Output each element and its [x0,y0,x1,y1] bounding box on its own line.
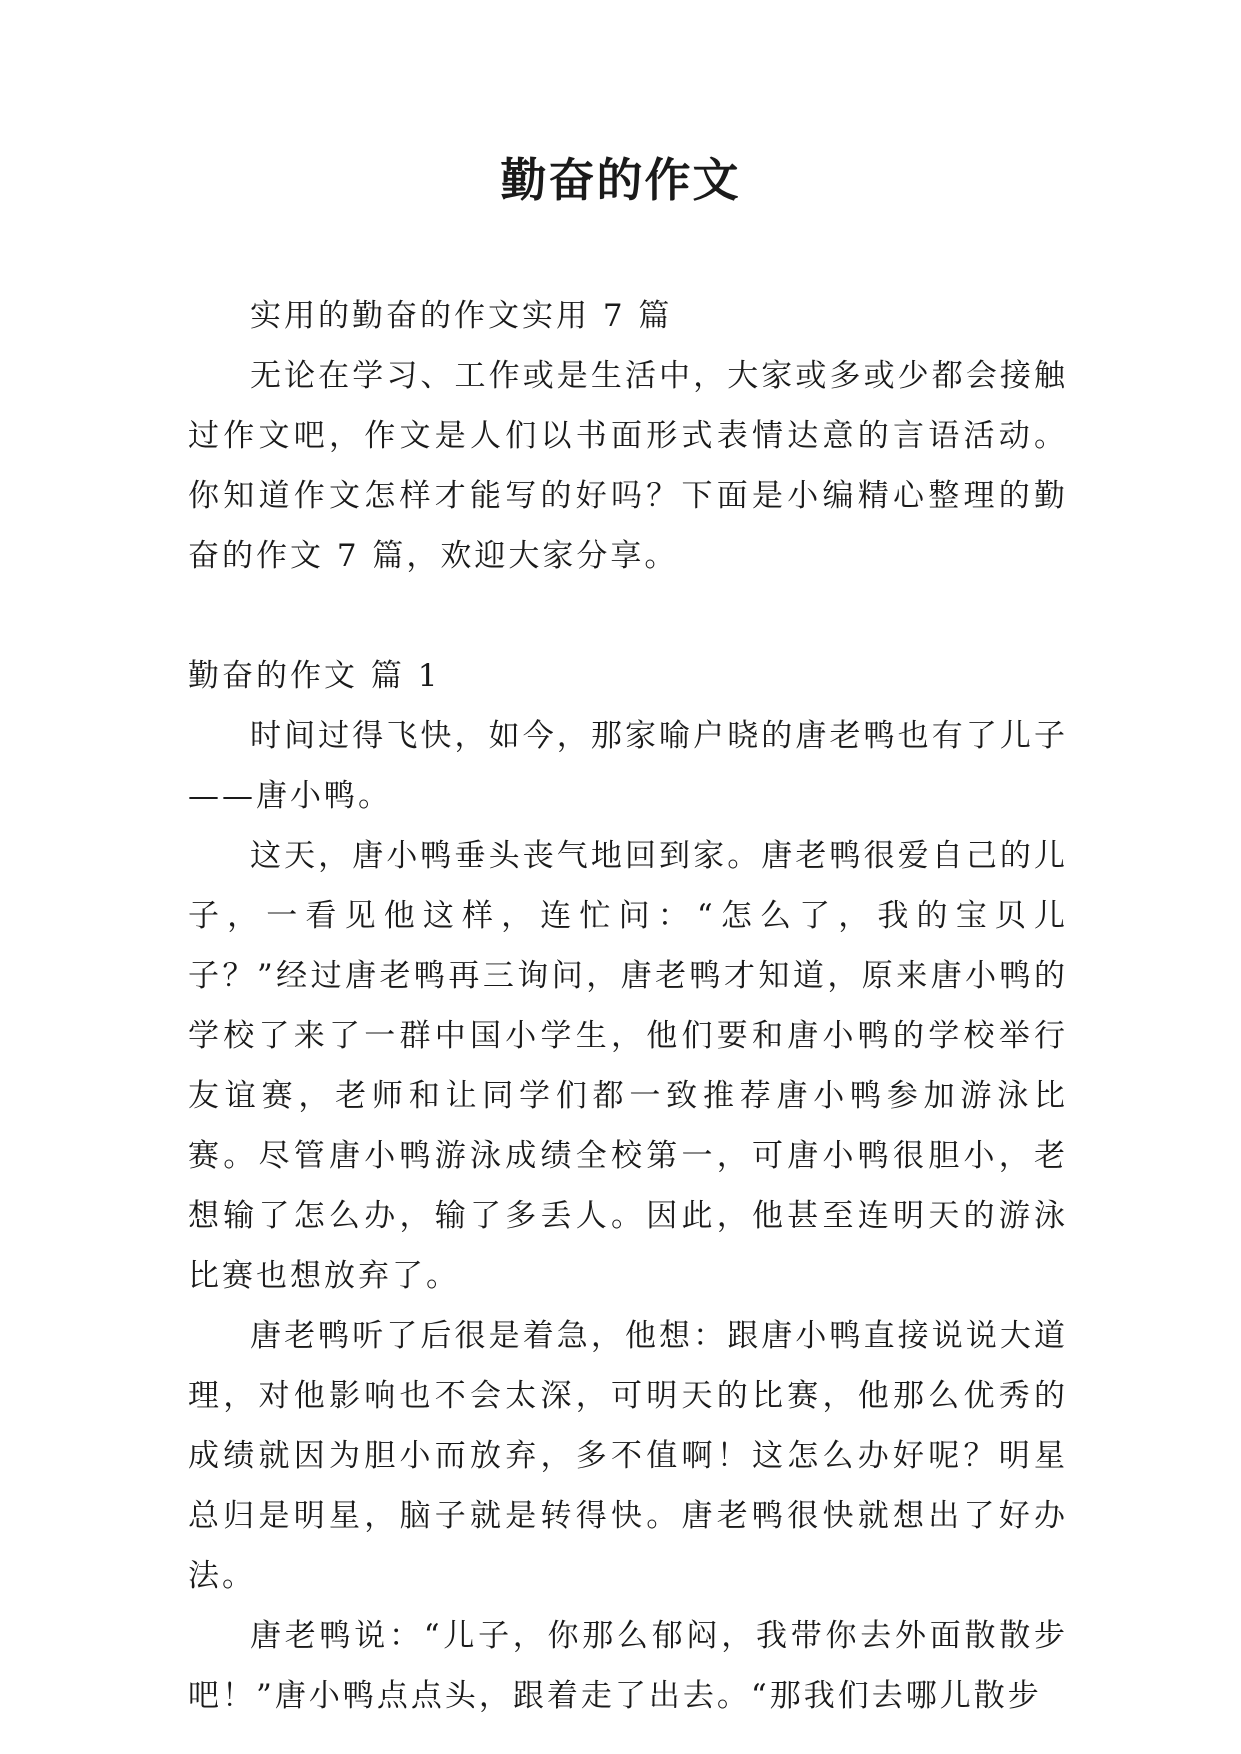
document-body [188,286,1068,1726]
subtitle-paragraph: 实用的勤奋的作文实用 7 篇 [250,298,673,334]
intro-paragraph: 无论在学习、工作或是生活中，大家或多或少都会接触过作文吧，作文是人们以书面形式表情达意的言语活动。你知道作文怎样才能写的好吗？下面是小编精心整理的勤奋的作文 7 篇，欢迎大家分享。 [188,358,1068,574]
body-paragraph: 唐老鸭听了后很是着急，他想：跟唐小鸭直接说说大道理，对他影响也不会太深，可明天的比赛，他那么优秀的成绩就因为胆小而放弃，多不值啊！这怎么办好呢？明星总归是明星，脑子就是转得快。唐老鸭很快就想出了好办法。 [188,1318,1068,1594]
section-heading: 勤奋的作文 篇 1 [188,658,441,694]
body-paragraph: 时间过得飞快，如今，那家喻户晓的唐老鸭也有了儿子——唐小鸭。 [188,718,1068,814]
body-paragraph: 唐老鸭说：“儿子，你那么郁闷，我带你去外面散散步吧！”唐小鸭点点头，跟着走了出去。“那我们去哪儿散步 [188,1618,1068,1714]
body-paragraph: 这天，唐小鸭垂头丧气地回到家。唐老鸭很爱自己的儿子，一看见他这样，连忙问：“怎么了，我的宝贝儿子？”经过唐老鸭再三询问，唐老鸭才知道，原来唐小鸭的学校了来了一群中国小学生，他们要和唐小鸭的学校举行友谊赛，老师和让同学们都一致推荐唐小鸭参加游泳比赛。尽管唐小鸭游泳成绩全校第一，可唐小鸭很胆小，老想输了怎么办，输了多丢人。因此，他甚至连明天的游泳比赛也想放弃了。 [188,838,1068,1294]
document-title: 勤奋的作文 [500,153,741,207]
